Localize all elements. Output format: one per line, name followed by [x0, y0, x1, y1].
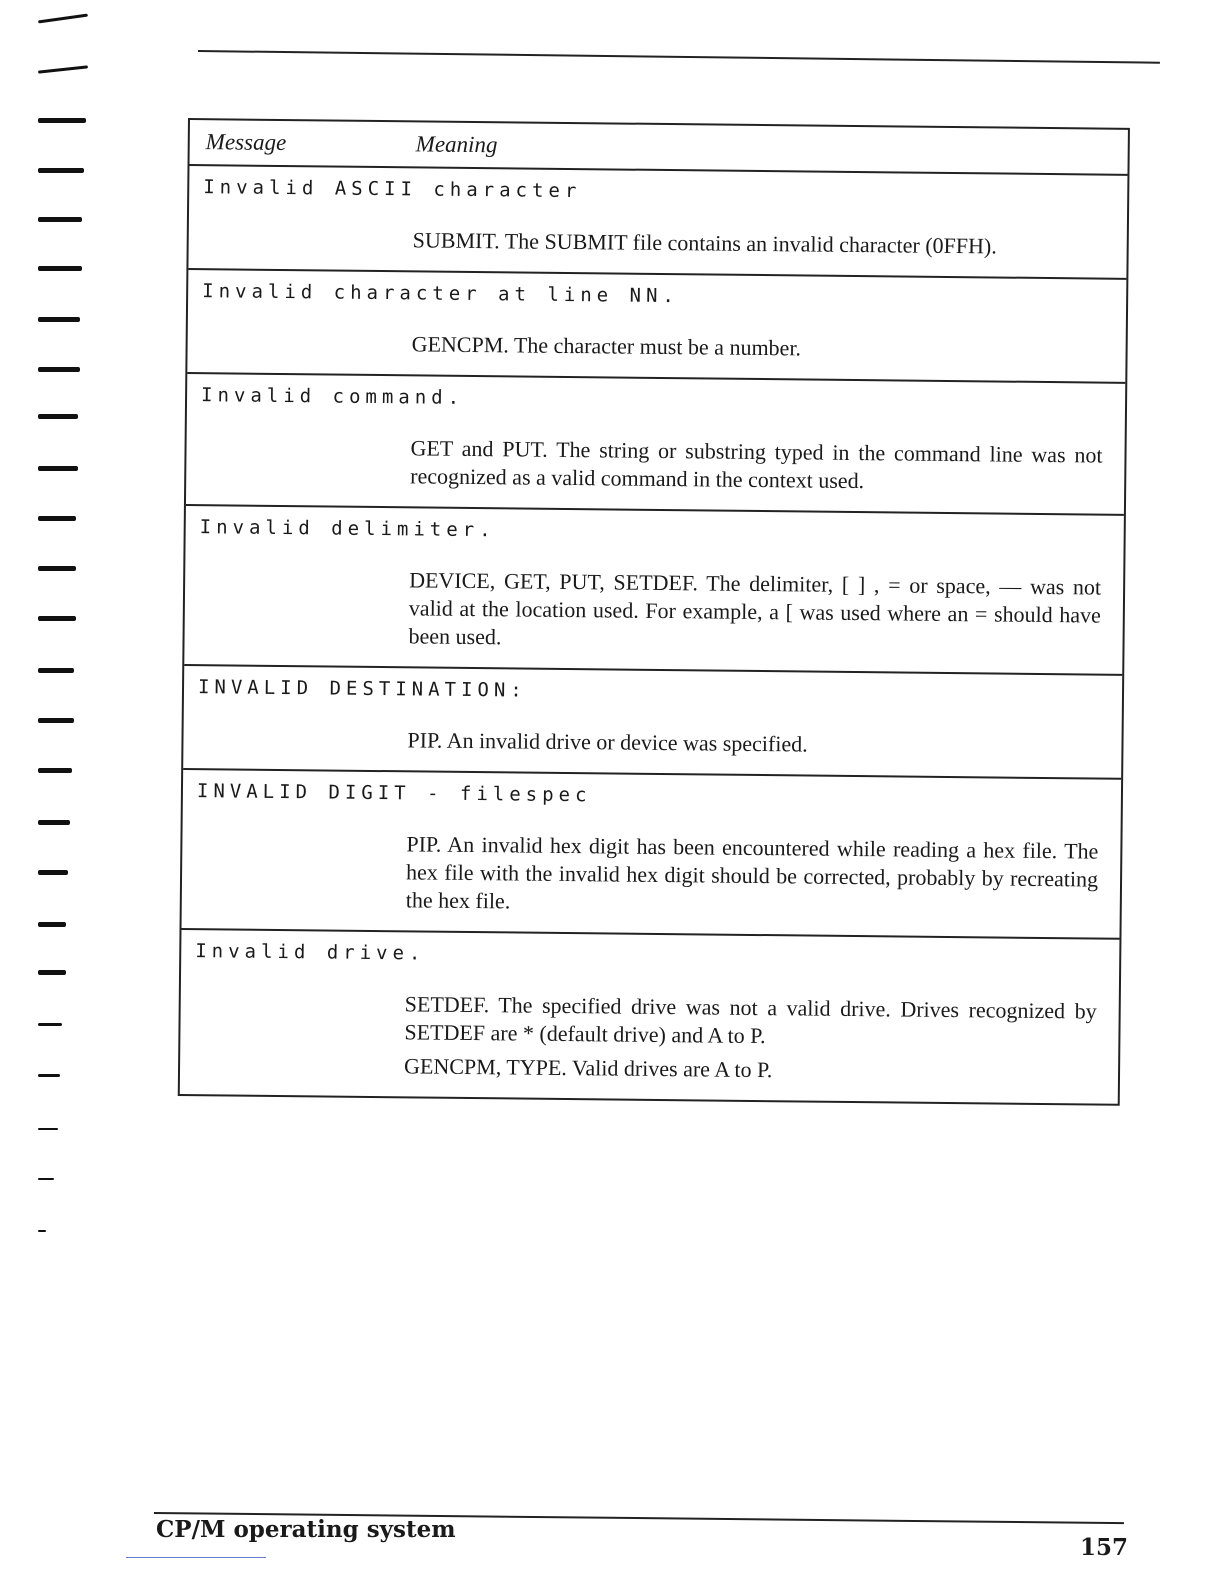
error-message-table	[178, 118, 1130, 1106]
meaning-text	[404, 990, 1097, 1087]
meaning-paragraph: SETDEF. The specified drive was not a valid drive. Drives recognized by SETDEF are * (default drive) and A to P.	[404, 991, 1097, 1049]
meaning-text	[411, 330, 1103, 365]
table-row	[180, 930, 1120, 1104]
meaning-paragraph: SUBMIT. The SUBMIT file contains an invalid character (0FFH).	[412, 227, 997, 259]
meaning-paragraph: GENCPM. The character must be a number.	[411, 331, 802, 361]
message-text: Invalid ASCII character	[203, 176, 582, 203]
top-rule	[198, 50, 1160, 64]
meaning-paragraph: GET and PUT. The string or substring typed in the command line was not recognized as a valid command in the context used.	[410, 435, 1103, 494]
meaning-paragraph: GENCPM, TYPE. Valid drives are A to P.	[403, 1053, 773, 1083]
scan-artifact-line	[126, 1557, 266, 1558]
meaning-paragraph: PIP. An invalid hex digit has been encountered while reading a hex file. The hex file with the invalid hex digit should be corrected, probably by recreating the hex file.	[405, 831, 1099, 914]
table-row	[188, 166, 1127, 280]
table-row	[184, 506, 1124, 676]
meaning-text	[408, 566, 1101, 657]
meaning-text	[413, 226, 1105, 261]
message-text: Invalid character at line NN.	[202, 280, 680, 308]
table-row	[187, 270, 1126, 384]
meaning-paragraph: DEVICE, GET, PUT, SETDEF. The delimiter, [ ] , = or space, — was not valid at the location used. For example, a [ was used where an = should have been used.	[408, 567, 1102, 650]
footer-title: CP/M operating system	[156, 1516, 456, 1543]
message-text: Invalid drive.	[195, 940, 426, 965]
header-message: Message	[205, 129, 287, 156]
message-text: INVALID DIGIT - filespec	[196, 780, 592, 807]
meaning-text	[406, 830, 1099, 921]
header-meaning: Meaning	[415, 131, 498, 158]
message-text: INVALID DESTINATION:	[197, 676, 527, 702]
meaning-paragraph: PIP. An invalid drive or device was specified.	[407, 727, 808, 757]
meaning-text	[407, 726, 1099, 761]
table-row	[183, 666, 1122, 780]
table-row	[181, 770, 1121, 940]
meaning-text	[410, 434, 1103, 497]
message-text: Invalid command.	[200, 384, 465, 409]
table-row	[186, 374, 1125, 516]
page-number: 157	[1080, 1534, 1129, 1561]
message-text: Invalid delimiter.	[199, 516, 496, 542]
